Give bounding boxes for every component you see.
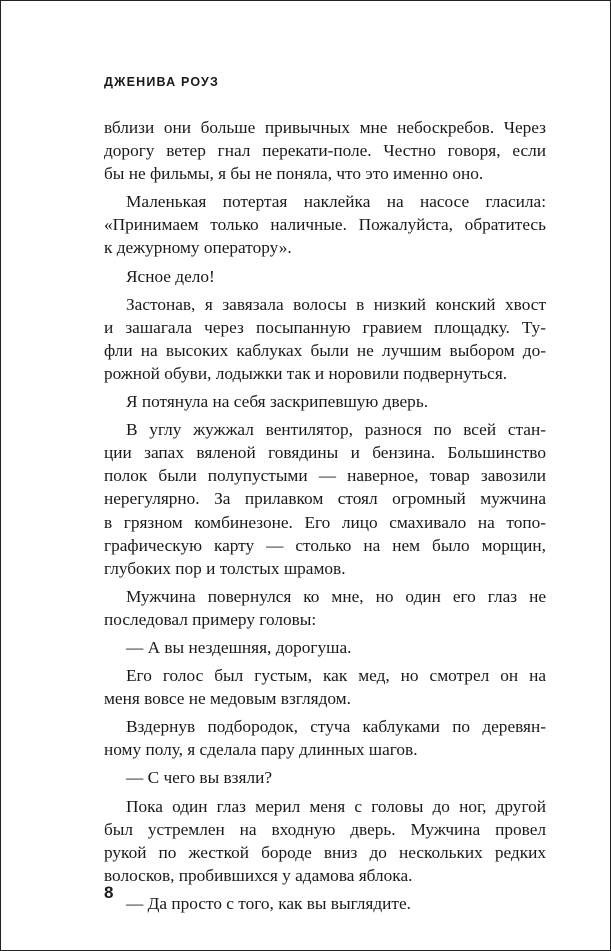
paragraph	[104, 636, 546, 659]
text-line: — Да просто с того, как вы выглядите.	[126, 893, 411, 913]
paragraph	[104, 293, 546, 385]
paragraph	[104, 265, 546, 288]
text-line: рожной обуви, лодыжки так и норовили подвернуться.	[104, 363, 508, 383]
text-line: к дежурному оператору».	[104, 238, 292, 258]
text-line: ному полу, я сделала пару длинных шагов.	[104, 740, 418, 760]
paragraph	[104, 390, 546, 413]
paragraph	[104, 116, 546, 185]
text-line: ции запах вяленой говядины и бензина. Большинство	[104, 443, 546, 463]
text-line: дорогу ветер гнал перекати-поле. Честно говоря, если	[104, 141, 546, 161]
paragraph	[104, 892, 546, 915]
text-line: Пока один глаз мерил меня с головы до ног, другой	[126, 796, 546, 816]
body-text	[104, 116, 546, 915]
text-line: Мужчина повернулся ко мне, но один его глаз не	[126, 586, 546, 606]
paragraph	[104, 664, 546, 710]
text-line: полок были полупустыми — наверное, товар завозили	[104, 466, 546, 486]
text-line: графическую карту — столько на нем было морщин,	[104, 535, 546, 555]
text-line: Маленькая потертая наклейка на насосе гласила:	[126, 192, 546, 212]
text-line: «Принимаем только наличные. Пожалуйста, обратитесь	[104, 215, 546, 235]
text-line: Застонав, я завязала волосы в низкий конский хвост	[126, 294, 546, 314]
text-line: глубоких пор и толстых шрамов.	[104, 558, 346, 578]
text-line: последовал примеру головы:	[104, 609, 317, 629]
text-line: волосков, пробившихся у адамова яблока.	[104, 865, 413, 885]
paragraph	[104, 585, 546, 631]
text-line: Его голос был густым, как мед, но смотрел он на	[126, 666, 546, 686]
paragraph	[104, 190, 546, 259]
page-number: 8	[104, 883, 114, 902]
text-line: рукой по жесткой бороде вниз до нескольких редких	[104, 842, 546, 862]
text-line: нерегулярно. За прилавком стоял огромный мужчина	[104, 489, 546, 509]
text-line: фли на высоких каблуках были не лучшим выбором до-	[104, 340, 546, 360]
text-line: был устремлен на входную дверь. Мужчина провел	[104, 819, 546, 839]
text-line: бы не фильмы, я бы не поняла, что это именно оно.	[104, 164, 484, 184]
text-line: вблизи они больше привычных мне небоскребов. Через	[104, 118, 546, 137]
text-line: В углу жужжал вентилятор, разнося по всей стан-	[126, 420, 546, 440]
text-line: в грязном комбинезоне. Его лицо смахивало на топо-	[104, 512, 546, 532]
text-line: — А вы нездешняя, дорогуша.	[126, 637, 352, 657]
paragraph	[104, 766, 546, 789]
text-line: Ясное дело!	[126, 266, 215, 286]
text-line: — С чего вы взяли?	[126, 768, 272, 788]
paragraph	[104, 715, 546, 761]
paragraph	[104, 795, 546, 887]
running-header-author: ДЖЕНИВА РОУЗ	[104, 75, 220, 89]
text-line: меня вовсе не медовым взглядом.	[104, 689, 351, 709]
paragraph	[104, 418, 546, 580]
text-line: и зашагала через посыпанную гравием площадку. Ту-	[104, 317, 546, 337]
text-line: Вздернув подбородок, стуча каблуками по деревян-	[126, 717, 546, 737]
text-line: Я потянула на себя заскрипевшую дверь.	[126, 392, 429, 412]
